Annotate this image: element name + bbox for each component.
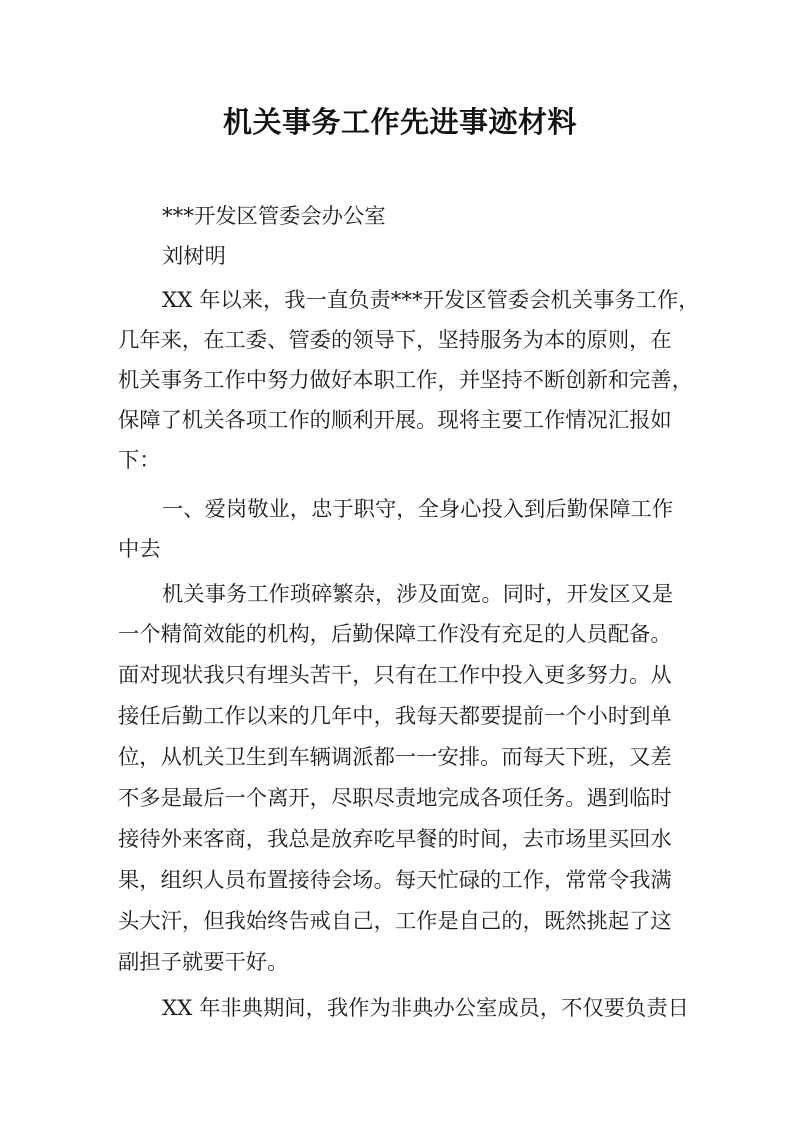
body-line: 机关事务工作中努力做好本职工作，并坚持不断创新和完善， xyxy=(118,368,694,393)
body-line: XX 年以来，我一直负责***开发区管委会机关事务工作， xyxy=(162,288,700,313)
body-line: 果，组织人员布置接待会场。每天忙碌的工作，常常令我满 xyxy=(118,868,672,893)
body-line: 面对现状我只有埋头苦干，只有在工作中投入更多努力。从 xyxy=(118,663,672,688)
org-line: ***开发区管委会办公室 xyxy=(162,204,386,229)
author-line: 刘树明 xyxy=(162,244,226,269)
body-line: 接任后勤工作以来的几年中，我每天都要提前一个小时到单 xyxy=(118,704,672,729)
body-line: 机关事务工作琐碎繁杂，涉及面宽。同时，开发区又是 xyxy=(162,582,674,607)
body-line: 头大汗，但我始终告戒自己，工作是自己的，既然挑起了这 xyxy=(118,909,672,934)
section-heading: 一、爱岗敬业，忠于职守，全身心投入到后勤保障工作 xyxy=(162,497,674,522)
body-line: XX 年非典期间，我作为非典办公室成员，不仅要负责日 xyxy=(162,996,689,1021)
document-title: 机关事务工作先进事迹材料 xyxy=(222,105,577,139)
body-line: 不多是最后一个离开，尽职尽责地完成各项任务。遇到临时 xyxy=(118,786,672,811)
body-line: 保障了机关各项工作的顺利开展。现将主要工作情况汇报如 xyxy=(118,408,672,433)
body-line: 副担子就要干好。 xyxy=(118,950,289,975)
body-line: 下： xyxy=(118,448,161,473)
body-line: 几年来，在工委、管委的领导下，坚持服务为本的原则，在 xyxy=(118,328,672,353)
body-line: 一个精简效能的机构，后勤保障工作没有充足的人员配备。 xyxy=(118,622,672,647)
body-line: 位，从机关卫生到车辆调派都一一安排。而每天下班，又差 xyxy=(118,745,672,770)
section-heading: 中去 xyxy=(118,537,161,562)
body-line: 接待外来客商，我总是放弃吃早餐的时间，去市场里买回水 xyxy=(118,827,672,852)
